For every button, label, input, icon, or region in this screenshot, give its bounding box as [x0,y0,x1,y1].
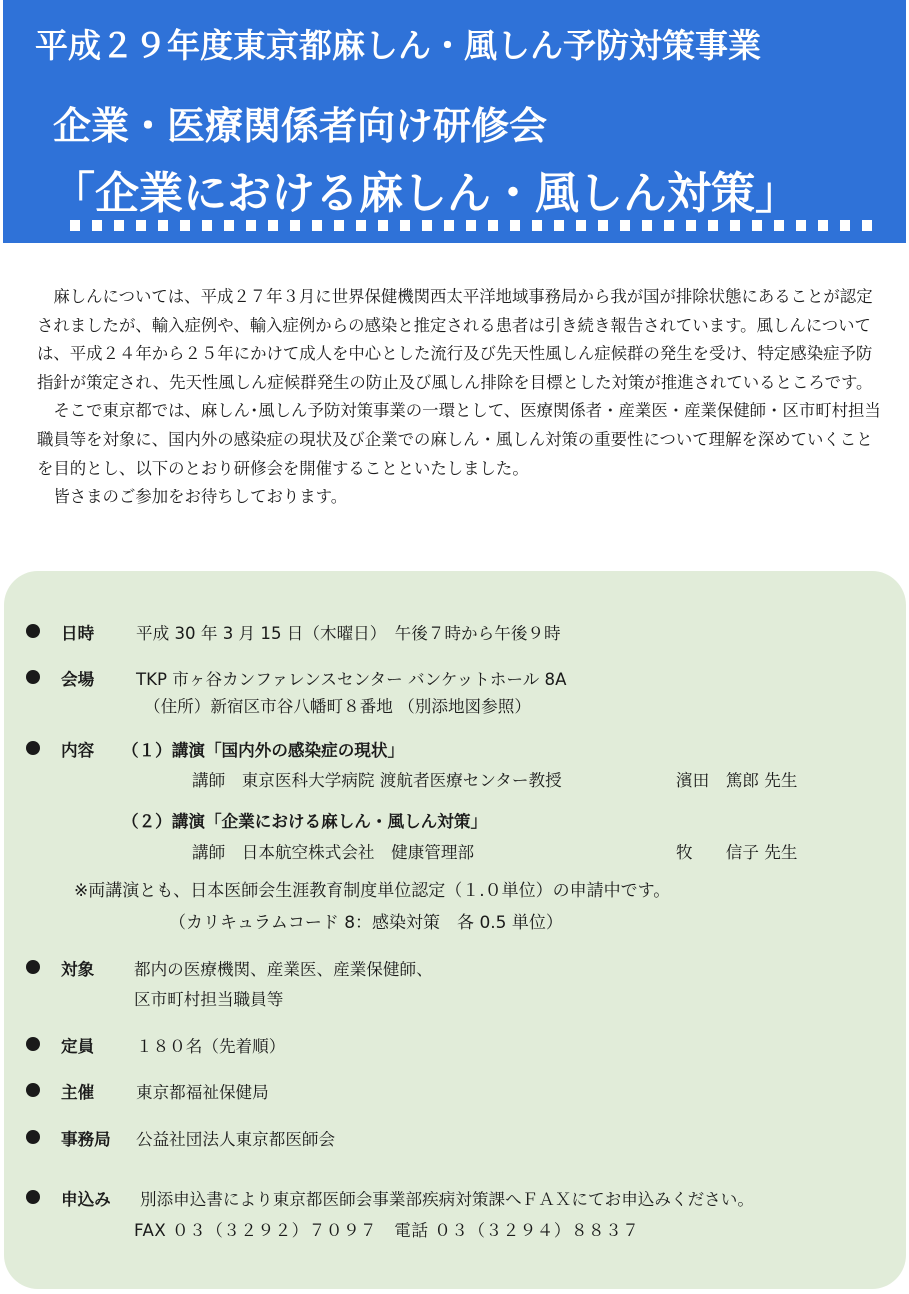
target-line-1: 都内の医療機関、産業医、産業保健師、 [134,960,433,979]
bullet-icon [26,1190,40,1204]
event-title: 企業・医療関係者向け研修会 [53,104,548,148]
bullet-icon [26,1130,40,1144]
target-label: 対象 [61,960,95,979]
details-panel [4,571,906,1289]
dotted-divider [70,220,880,231]
target-line-2: 区市町村担当職員等 [134,990,284,1009]
content-label: 内容 [61,741,95,760]
lecture1-speaker: 講師 東京医科大学病院 渡航者医療センター教授 [192,771,562,790]
apply-label: 申込み [61,1190,111,1209]
lecture2-speaker-name: 牧 信子 先生 [676,843,798,862]
apply-instructions: 別添申込書により東京都医師会事業部疾病対策課へＦＡＸにてお申込みください。 [140,1190,754,1209]
bullet-icon [26,1037,40,1051]
lecture1-speaker-name: 濱田 篤郎 先生 [676,771,798,790]
curriculum-note: （カリキュラムコード 8：感染対策 各 0.5 単位） [169,913,563,933]
intro-paragraph-1: 麻しんについては、平成２７年３月に世界保健機関西太平洋地域事務局から我が国が排除状態にあることが認定されましたが、輸入症例や、輸入症例からの感染と推定される患者は引き続き報告されています。風しんについては、平成２４年から２５年にかけて成人を中心とした流行及び先天性風しん症候群の発生を受け、特定感染症予防指針が策定され、先天性風しん症候群発生の防止及び風しん排除を目標とした対策が推進されているところです。 [37,287,873,392]
bullet-icon [26,960,40,974]
event-subtitle: 「企業における麻しん・風しん対策」 [51,168,799,219]
bullet-icon [26,670,40,684]
bullet-icon [26,1083,40,1097]
intro-paragraph-2: そこで東京都では、麻しん･風しん予防対策事業の一環として、医療関係者・産業医・産業保健師・区市町村担当職員等を対象に、国内外の感染症の現状及び企業での麻しん・風しん対策の重要性について理解を深めていくことを目的とし、以下のとおり研修会を開催することといたしました。 [37,401,881,478]
lecture2-speaker: 講師 日本航空株式会社 健康管理部 [192,843,475,862]
venue-label: 会場 [61,670,95,689]
office-value: 公益社団法人東京都医師会 [136,1130,336,1149]
lecture2-title: （２）講演「企業における麻しん・風しん対策」 [122,812,488,831]
office-label: 事務局 [61,1130,111,1149]
capacity-value: １８０名（先着順） [136,1037,286,1056]
bullet-icon [26,624,40,638]
venue-value: TKP 市ヶ谷カンファレンスセンター バンケットホール 8A [136,670,567,689]
venue-address: （住所）新宿区市谷八幡町８番地 （別添地図参照） [144,697,531,716]
datetime-value: 平成 30 年 3 月 15 日（木曜日） 午後７時から午後９時 [136,624,561,643]
header-banner [3,0,906,243]
datetime-label: 日時 [61,624,95,643]
organizer-value: 東京都福祉保健局 [136,1083,269,1102]
organizer-label: 主催 [61,1083,95,1102]
lecture1-title: （１）講演「国内外の感染症の現状」 [122,741,405,760]
intro-text [37,283,887,512]
intro-paragraph-3: 皆さまのご参加をお待ちしております。 [53,487,348,507]
contact-numbers: FAX ０３（３２９２）７０９７ 電話 ０３（３２９４）８８３７ [134,1221,640,1240]
program-title: 平成２９年度東京都麻しん・風しん予防対策事業 [35,26,761,65]
bullet-icon [26,741,40,755]
capacity-label: 定員 [61,1037,95,1056]
credit-note: ※両講演とも、日本医師会生涯教育制度単位認定（１.０単位）の申請中です。 [74,881,671,901]
